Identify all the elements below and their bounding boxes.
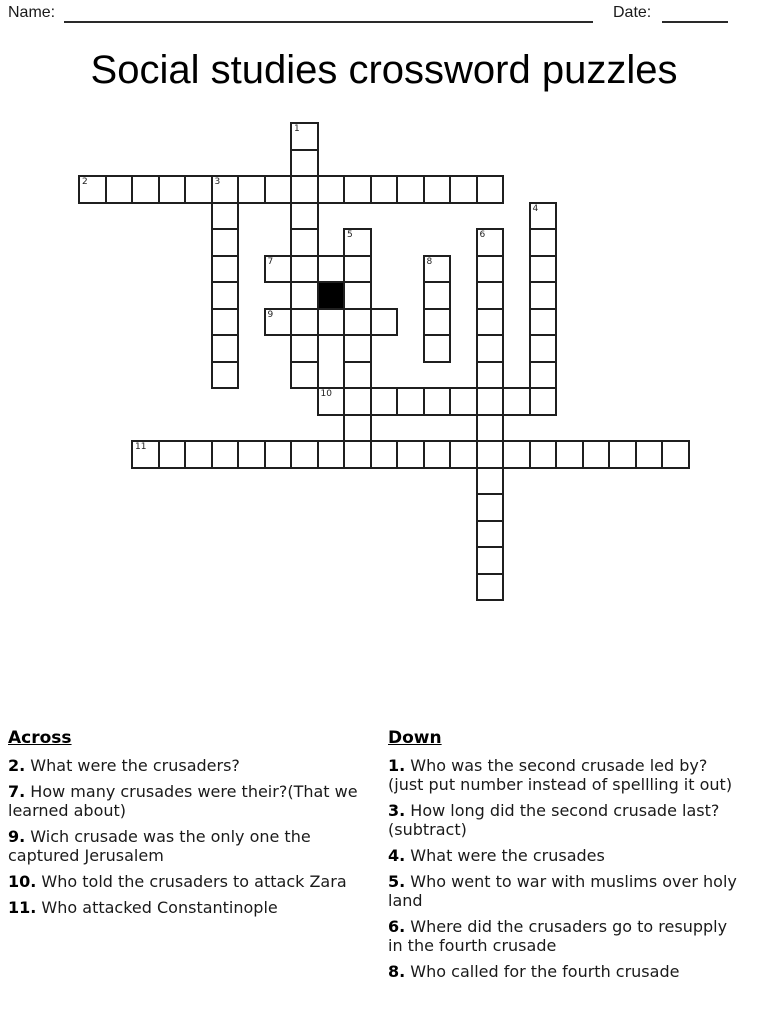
crossword-cell: [423, 255, 452, 284]
crossword-cell: [211, 440, 240, 469]
crossword-cell: [131, 175, 160, 204]
down-heading: Down: [388, 728, 442, 748]
clue-number: 5: [347, 230, 353, 240]
crossword-cell: [184, 440, 213, 469]
clue-item-number: 4.: [388, 846, 406, 865]
crossword-cell: [158, 440, 187, 469]
crossword-cell: [423, 308, 452, 337]
crossword-cell: [370, 440, 399, 469]
crossword-cell: [317, 255, 346, 284]
crossword-cell: [635, 440, 664, 469]
crossword-cell: [423, 334, 452, 363]
crossword-cell: [211, 255, 240, 284]
crossword-cell: [423, 387, 452, 416]
date-label: Date:: [613, 4, 652, 21]
crossword-cell: [476, 281, 505, 310]
crossword-cell: [264, 175, 293, 204]
crossword-cell: [529, 255, 558, 284]
clue-item: [388, 801, 742, 839]
clue-item-number: 2.: [8, 756, 26, 775]
crossword-cell: [449, 175, 478, 204]
clue-item-number: 1.: [388, 756, 406, 775]
crossword-cell: [131, 440, 160, 469]
crossword-cell: [317, 440, 346, 469]
crossword-cell: [476, 361, 505, 390]
crossword-cell: [476, 255, 505, 284]
crossword-cell: [476, 387, 505, 416]
crossword-cell: [290, 228, 319, 257]
clue-item-text: How long did the second crusade last?(subtract): [388, 801, 720, 839]
crossword-cell: [476, 493, 505, 522]
crossword-cell: [343, 175, 372, 204]
clue-number: 1: [294, 124, 300, 134]
crossword-cell: [343, 228, 372, 257]
clue-item-number: 11.: [8, 898, 37, 917]
crossword-cell: [476, 175, 505, 204]
crossword-cell: [396, 440, 425, 469]
clue-item-number: 7.: [8, 782, 26, 801]
crossword-cell: [343, 414, 372, 443]
clue-number: 11: [135, 442, 147, 452]
clue-number: 8: [426, 256, 433, 267]
crossword-cell: [290, 255, 319, 284]
clue-item-number: 9.: [8, 827, 26, 846]
across-list: [8, 756, 364, 917]
crossword-cell: [555, 440, 584, 469]
crossword-cell: [529, 202, 558, 231]
crossword-cell: [343, 387, 372, 416]
crossword-cell: [529, 308, 558, 337]
crossword-cell: [343, 440, 372, 469]
crossword-cell: [529, 334, 558, 363]
crossword-cell: [582, 440, 611, 469]
clue-item-text: What were the crusades: [405, 846, 605, 865]
crossword-cell: [449, 387, 478, 416]
date-fill-line: [662, 21, 728, 23]
across-heading: Across: [8, 728, 72, 748]
crossword-cell: [211, 175, 240, 204]
clue-item-text: Who attacked Constantinople: [36, 898, 278, 917]
page-title: Social studies crossword puzzles: [90, 48, 678, 92]
crossword-cell: [476, 414, 505, 443]
crossword-cell: [476, 308, 505, 337]
crossword-cell: [423, 281, 452, 310]
clue-item: [8, 898, 364, 917]
clue-number: 2: [82, 177, 88, 187]
crossword-cell: [264, 255, 293, 284]
crossword-cell: [343, 255, 372, 284]
crossword-cell: [211, 228, 240, 257]
clue-number: 3: [214, 177, 221, 187]
clue-item-text: How many crusades were their?(That we learned about): [8, 782, 358, 820]
crossword-cell: [264, 440, 293, 469]
crossword-cell: [476, 334, 505, 363]
down-list: [388, 756, 742, 981]
clue-item-text: Where did the crusaders go to resupply in the fourth crusade: [388, 917, 728, 955]
crossword-cell: [661, 440, 690, 469]
crossword-cell: [237, 440, 266, 469]
crossword-cell: [290, 202, 319, 231]
crossword-cell: [290, 281, 319, 310]
clue-item: [388, 872, 742, 910]
name-label: Name:: [8, 4, 56, 21]
crossword-cell: [237, 175, 266, 204]
crossword-cell: [529, 387, 558, 416]
crossword-cell: [211, 361, 240, 390]
clue-item: [388, 846, 742, 865]
clue-number: 6: [479, 230, 486, 240]
clue-item: [388, 962, 742, 981]
crossword-cell: [502, 440, 531, 469]
crossword-cell: [529, 440, 558, 469]
crossword-cell: [370, 175, 399, 204]
crossword-cell: [476, 467, 505, 496]
crossword-cell: [396, 175, 425, 204]
clue-number: 9: [267, 309, 274, 320]
blocked-cell: [317, 281, 346, 310]
crossword-cell: [317, 175, 346, 204]
clue-number: 7: [267, 256, 274, 267]
crossword-cell: [476, 440, 505, 469]
clue-item-text: Who told the crusaders to attack Zara: [36, 872, 347, 891]
crossword-cell: [290, 334, 319, 363]
crossword-cell: [476, 546, 505, 575]
crossword-cell: [476, 573, 505, 602]
crossword-cell: [502, 387, 531, 416]
clue-item-number: 6.: [388, 917, 406, 936]
crossword-cell: [211, 202, 240, 231]
crossword-cell: [449, 440, 478, 469]
crossword-cell: [211, 308, 240, 337]
crossword-cell: [476, 228, 505, 257]
crossword-cell: [343, 361, 372, 390]
clue-item: [8, 782, 364, 820]
clue-item-number: 10.: [8, 872, 37, 891]
clue-item: [388, 756, 742, 794]
crossword-cell: [158, 175, 187, 204]
crossword-cell: [184, 175, 213, 204]
clue-item-text: Who went to war with muslims over holy land: [388, 872, 737, 910]
crossword-cell: [290, 175, 319, 204]
crossword-cell: [317, 308, 346, 337]
crossword-cell: [343, 334, 372, 363]
crossword-cell: [608, 440, 637, 469]
name-fill-line: [64, 21, 593, 23]
crossword-cell: [529, 361, 558, 390]
crossword-cell: [317, 387, 346, 416]
clue-item-text: Wich crusade was the only one the captured Jerusalem: [8, 827, 311, 865]
crossword-cell: [396, 387, 425, 416]
crossword-cell: [370, 308, 399, 337]
across-clues-section: [8, 728, 364, 924]
crossword-cell: [370, 387, 399, 416]
crossword-cell: [290, 440, 319, 469]
crossword-cell: [290, 149, 319, 178]
crossword-cell: [343, 281, 372, 310]
clue-number: 4: [532, 203, 539, 214]
clue-item-number: 3.: [388, 801, 406, 820]
clue-item: [8, 827, 364, 865]
clue-item: [8, 872, 364, 891]
crossword-cell: [264, 308, 293, 337]
crossword-cell: [105, 175, 134, 204]
crossword-cell: [290, 122, 319, 151]
crossword-cell: [78, 175, 107, 204]
crossword-cell: [423, 175, 452, 204]
crossword-cell: [290, 308, 319, 337]
clue-item: [388, 917, 742, 955]
down-clues-section: [388, 728, 742, 988]
crossword-cell: [211, 334, 240, 363]
clue-number: 10: [320, 389, 332, 399]
clue-item-number: 5.: [388, 872, 406, 891]
clue-item: [8, 756, 364, 775]
crossword-cell: [476, 520, 505, 549]
clue-item-number: 8.: [388, 962, 406, 981]
clue-item-text: Who called for the fourth crusade: [405, 962, 680, 981]
crossword-cell: [343, 308, 372, 337]
crossword-cell: [529, 228, 558, 257]
crossword-cell: [423, 440, 452, 469]
crossword-cell: [290, 361, 319, 390]
clue-item-text: Who was the second crusade led by?(just put number instead of spellling it out): [388, 756, 733, 794]
clue-item-text: What were the crusaders?: [25, 756, 240, 775]
crossword-cell: [211, 281, 240, 310]
crossword-cell: [529, 281, 558, 310]
